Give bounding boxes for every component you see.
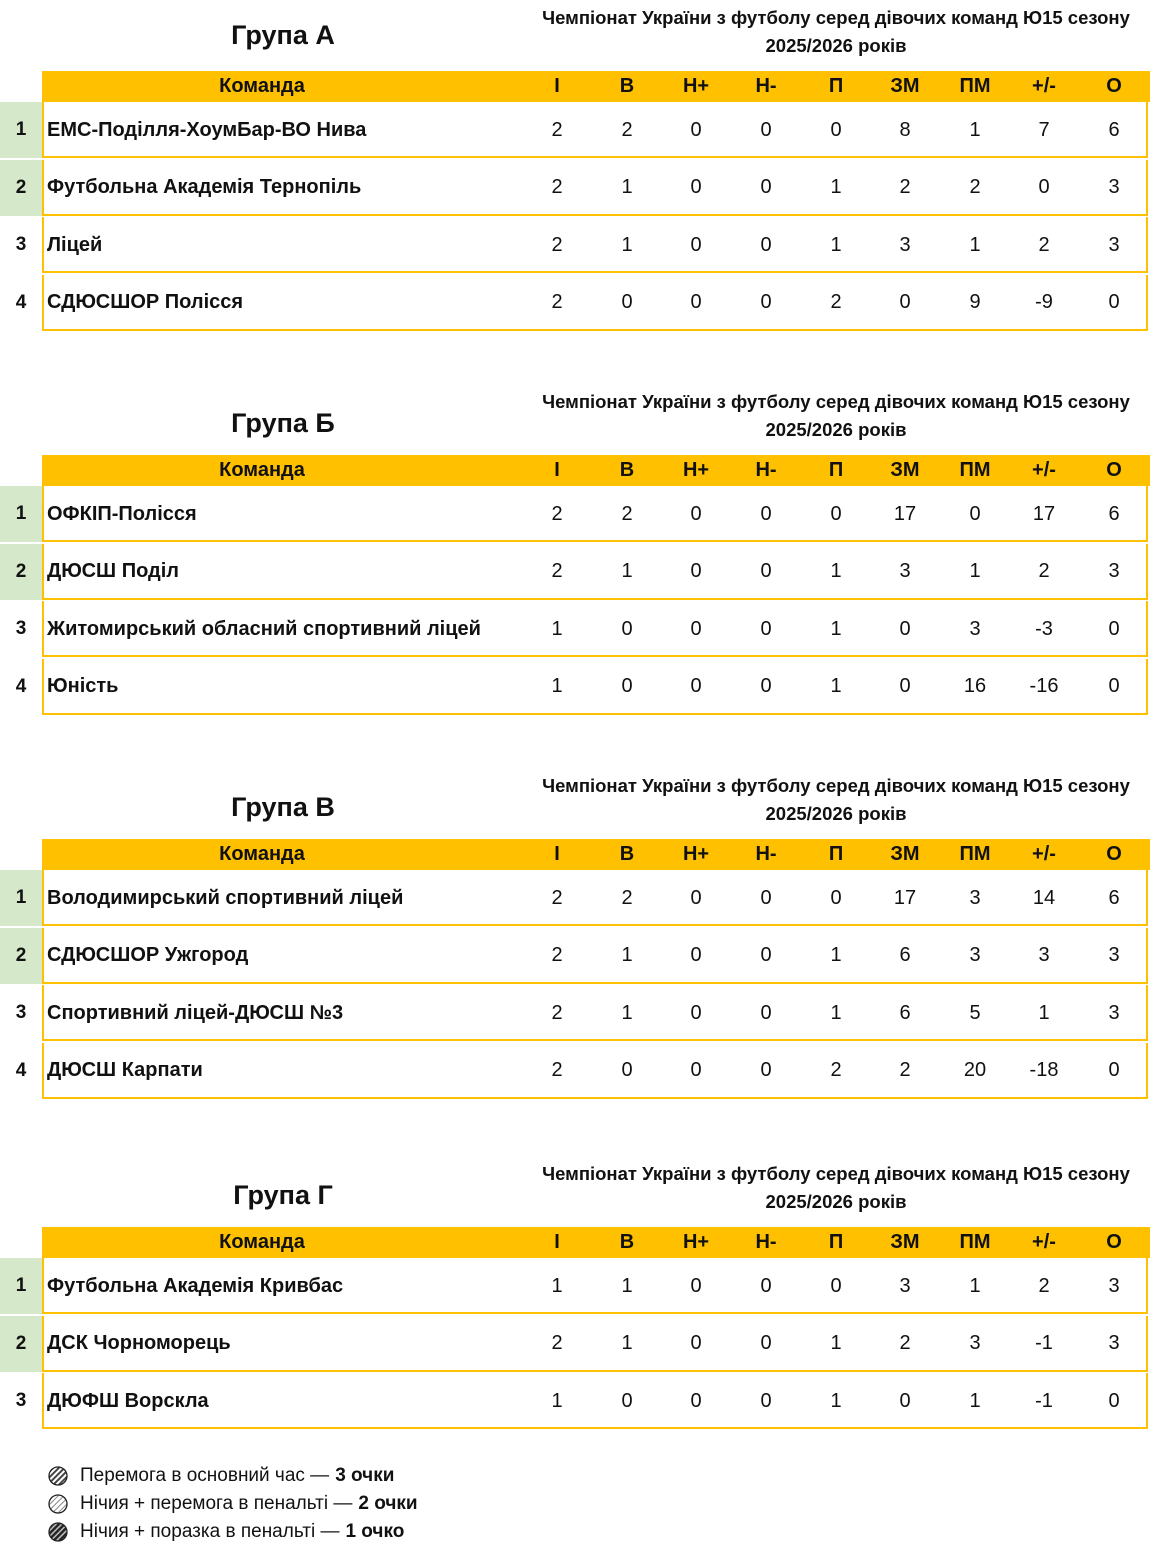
legend-item [48, 1462, 418, 1490]
rank-cell: 3 [15, 234, 27, 255]
stat-cell: 3 [969, 944, 981, 966]
group-table [0, 768, 1150, 1100]
stat-cell: -16 [1029, 675, 1059, 697]
column-header: В [619, 459, 635, 481]
column-header: ЗМ [890, 75, 920, 97]
legend-text: Нічия + поразка в пенальті — [80, 1521, 340, 1542]
legend-item [48, 1490, 418, 1518]
table-row [0, 486, 1150, 543]
stat-cell: 1 [830, 560, 842, 582]
stat-cell: 0 [760, 1332, 772, 1354]
group-caption: Чемпіонат України з футболу серед дівочих команд Ю15 сезону 2025/2026 років [542, 1163, 1130, 1212]
light-hatched-circle-icon [48, 1494, 68, 1514]
column-header: Н- [755, 459, 777, 481]
table-header [42, 839, 1150, 870]
stat-cell: 2 [551, 1001, 563, 1024]
rank-cell: 3 [15, 618, 27, 639]
stat-cell: 1 [969, 560, 981, 582]
stat-cell: 2 [551, 1059, 563, 1081]
column-header: В [619, 1231, 635, 1253]
column-header: І [554, 843, 560, 865]
stat-cell: 1 [969, 1389, 981, 1412]
legend-text: Нічия + перемога в пенальті — [80, 1493, 353, 1514]
stat-cell: 3 [1108, 560, 1120, 582]
stat-cell: 0 [760, 1389, 772, 1412]
stat-cell: 6 [899, 1001, 911, 1024]
column-header: Н+ [682, 843, 710, 865]
column-header: О [1106, 1231, 1122, 1253]
group-title: Група А [231, 20, 335, 50]
table-row [0, 217, 1150, 274]
stat-cell: 0 [760, 291, 772, 313]
stat-cell: 1 [551, 617, 563, 640]
stat-cell: 1 [551, 1389, 563, 1412]
column-header: В [619, 843, 635, 865]
stat-cell: 0 [621, 1059, 633, 1081]
legend-item [48, 1518, 418, 1546]
column-header: ПМ [959, 843, 991, 865]
stat-cell: 17 [1032, 502, 1056, 525]
rank-cell: 4 [15, 1059, 27, 1081]
rank-cell: 4 [15, 291, 27, 313]
column-header: І [554, 1231, 560, 1253]
stat-cell: 1 [830, 233, 842, 256]
stat-cell: 1 [830, 944, 842, 966]
stat-cell: 0 [760, 1274, 772, 1297]
column-header: П [828, 75, 844, 97]
stat-cell: 9 [969, 291, 981, 313]
stat-cell: 1 [830, 1332, 842, 1354]
stat-cell: 0 [690, 233, 702, 256]
stat-cell: 1 [621, 1001, 633, 1024]
stat-cell: 3 [899, 233, 911, 256]
stat-cell: 3 [1108, 1001, 1120, 1024]
stat-cell: 0 [621, 617, 633, 640]
stat-cell: 1 [969, 233, 981, 256]
stat-cell: 0 [690, 291, 702, 313]
stat-cell: -3 [1035, 617, 1053, 640]
stat-cell: 3 [1108, 1332, 1120, 1354]
team-name: ДЮСШ Карпати [47, 1059, 203, 1081]
stat-cell: 0 [690, 675, 702, 697]
group-table [0, 1156, 1150, 1431]
stat-cell: 20 [963, 1059, 987, 1081]
column-header: І [554, 459, 560, 481]
stat-cell: 0 [830, 1274, 842, 1297]
group-caption: Чемпіонат України з футболу серед дівочих команд Ю15 сезону 2025/2026 років [542, 391, 1130, 440]
stat-cell: 0 [1108, 675, 1120, 697]
stat-cell: 2 [551, 944, 563, 966]
column-header: ЗМ [890, 843, 920, 865]
stat-cell: 2 [551, 233, 563, 256]
stat-cell: 2 [830, 1059, 842, 1081]
column-header: Команда [219, 843, 305, 865]
stat-cell: 0 [899, 1389, 911, 1412]
hatched-circle-icon [48, 1466, 68, 1486]
stat-cell: 0 [621, 291, 633, 313]
rank-cell: 4 [15, 675, 27, 697]
column-header: О [1106, 459, 1122, 481]
stat-cell: 0 [760, 502, 772, 525]
group-table [0, 0, 1150, 332]
stat-cell: 1 [621, 944, 633, 966]
stat-cell: 2 [551, 560, 563, 582]
table-row [0, 928, 1150, 985]
group-caption: Чемпіонат України з футболу серед дівочих команд Ю15 сезону 2025/2026 років [542, 7, 1130, 56]
stat-cell: 1 [551, 1274, 563, 1297]
stat-cell: 0 [760, 886, 772, 909]
table-row [0, 160, 1150, 217]
stat-cell: 0 [690, 1389, 702, 1412]
group-title: Група Б [231, 408, 335, 438]
stat-cell: 1 [830, 617, 842, 640]
stat-cell: 1 [969, 118, 981, 141]
group-title: Група Г [233, 1180, 333, 1210]
stat-cell: 0 [690, 502, 702, 525]
stat-cell: 0 [899, 291, 911, 313]
stat-cell: 1 [621, 560, 633, 582]
stat-cell: 2 [621, 118, 633, 141]
team-name: СДЮСШОР Полісся [47, 291, 244, 313]
stat-cell: 0 [899, 675, 911, 697]
table-row [0, 102, 1150, 159]
column-header: П [828, 843, 844, 865]
stat-cell: 0 [830, 502, 842, 525]
stat-cell: 0 [1108, 291, 1120, 313]
stat-cell: 0 [1038, 176, 1050, 198]
stat-cell: 3 [1108, 233, 1120, 256]
stat-cell: 0 [690, 1274, 702, 1297]
stat-cell: 14 [1032, 886, 1056, 909]
stat-cell: 0 [760, 675, 772, 697]
table-row [0, 1316, 1150, 1373]
stat-cell: 5 [969, 1001, 981, 1024]
stat-cell: 3 [969, 886, 981, 909]
column-header: ПМ [959, 75, 991, 97]
stat-cell: 2 [551, 502, 563, 525]
column-header: П [828, 1231, 844, 1253]
rank-cell: 2 [0, 544, 42, 600]
rank-cell: 1 [0, 102, 42, 158]
stat-cell: 0 [760, 944, 772, 966]
stat-cell: 3 [969, 617, 981, 640]
stat-cell: 3 [899, 560, 911, 582]
stat-cell: 6 [899, 944, 911, 966]
stat-cell: 0 [760, 560, 772, 582]
stat-cell: 2 [551, 886, 563, 909]
stat-cell: 0 [690, 617, 702, 640]
table-row [0, 1043, 1150, 1100]
column-header: Н+ [682, 75, 710, 97]
column-header: Н+ [682, 1231, 710, 1253]
team-name: ЕМС-Поділля-ХоумБар-ВО Нива [47, 118, 367, 141]
stat-cell: 2 [621, 502, 633, 525]
stat-cell: 2 [1038, 1274, 1050, 1297]
stat-cell: 1 [830, 675, 842, 697]
column-header: +/- [1032, 843, 1056, 865]
column-header: Н- [755, 843, 777, 865]
table-header [42, 71, 1150, 102]
stat-cell: 0 [1108, 1389, 1120, 1412]
stat-cell: 0 [1108, 1059, 1120, 1081]
stat-cell: 2 [899, 176, 911, 198]
table-header [42, 1227, 1150, 1258]
stat-cell: 1 [621, 1274, 633, 1297]
stat-cell: 0 [830, 118, 842, 141]
stat-cell: 2 [830, 291, 842, 313]
column-header: +/- [1032, 1231, 1056, 1253]
table-row [0, 601, 1150, 658]
stat-cell: 0 [690, 1059, 702, 1081]
column-header: Н- [755, 75, 777, 97]
column-header: Команда [219, 1231, 305, 1253]
team-name: Житомирський обласний спортивний ліцей [47, 617, 481, 640]
legend-points: 2 очки [358, 1493, 418, 1514]
column-header: І [554, 75, 560, 97]
column-header: Н- [755, 1231, 777, 1253]
stat-cell: 2 [621, 886, 633, 909]
team-name: Футбольна Академія Тернопіль [47, 176, 362, 198]
column-header: ЗМ [890, 459, 920, 481]
stat-cell: 6 [1108, 886, 1120, 909]
column-header: В [619, 75, 635, 97]
column-header: О [1106, 75, 1122, 97]
team-name: ДСК Чорноморець [47, 1332, 231, 1354]
team-name: Ліцей [47, 233, 103, 256]
stat-cell: 2 [551, 1332, 563, 1354]
stat-cell: 1 [621, 176, 633, 198]
rank-cell: 2 [0, 928, 42, 984]
table-row [0, 1373, 1150, 1430]
stat-cell: 17 [893, 502, 917, 525]
group-caption: Чемпіонат України з футболу серед дівочих команд Ю15 сезону 2025/2026 років [542, 775, 1130, 824]
stat-cell: 17 [893, 886, 917, 909]
stat-cell: 0 [830, 886, 842, 909]
column-header: Команда [219, 459, 305, 481]
column-header: +/- [1032, 75, 1056, 97]
stat-cell: 3 [1108, 944, 1120, 966]
team-name: СДЮСШОР Ужгород [47, 944, 249, 966]
stat-cell: 1 [830, 176, 842, 198]
stat-cell: 1 [621, 233, 633, 256]
legend-points: 3 очки [335, 1465, 395, 1486]
stat-cell: 2 [1038, 233, 1050, 256]
stat-cell: 0 [760, 1059, 772, 1081]
stat-cell: 3 [899, 1274, 911, 1297]
stat-cell: 0 [621, 675, 633, 697]
stat-cell: -9 [1035, 291, 1053, 313]
team-name: ДЮФШ Ворскла [47, 1389, 209, 1412]
stat-cell: 0 [690, 118, 702, 141]
table-row [0, 275, 1150, 332]
table-row [0, 659, 1150, 716]
stat-cell: 2 [899, 1332, 911, 1354]
team-name: Футбольна Академія Кривбас [47, 1274, 344, 1297]
stat-cell: 2 [551, 176, 563, 198]
stat-cell: 8 [899, 118, 911, 141]
dark-hatched-circle-icon [48, 1522, 68, 1542]
rank-cell: 2 [0, 160, 42, 216]
team-name: ОФКІП-Полісся [47, 502, 197, 525]
stat-cell: 16 [963, 675, 987, 697]
stat-cell: -1 [1035, 1389, 1053, 1412]
stat-cell: 2 [899, 1059, 911, 1081]
stat-cell: 0 [969, 502, 981, 525]
team-name: Юність [47, 675, 119, 697]
group-title: Група В [231, 792, 335, 822]
rank-cell: 1 [0, 1258, 42, 1314]
column-header: Команда [219, 75, 305, 97]
stat-cell: -1 [1035, 1332, 1053, 1354]
stat-cell: 7 [1038, 118, 1050, 141]
stat-cell: 3 [969, 1332, 981, 1354]
stat-cell: 1 [830, 1001, 842, 1024]
team-name: Спортивний ліцей-ДЮСШ №3 [47, 1001, 344, 1024]
column-header: ЗМ [890, 1231, 920, 1253]
stat-cell: 1 [1038, 1001, 1050, 1024]
table-row [0, 544, 1150, 601]
stat-cell: 0 [760, 118, 772, 141]
group-table [0, 384, 1150, 716]
table-row [0, 870, 1150, 927]
team-name: ДЮСШ Поділ [47, 560, 179, 582]
table-row [0, 1258, 1150, 1315]
column-header: Н+ [682, 459, 710, 481]
stat-cell: 6 [1108, 502, 1120, 525]
legend-text: Перемога в основний час — [80, 1465, 330, 1486]
rank-cell: 1 [0, 870, 42, 926]
stat-cell: 2 [1038, 560, 1050, 582]
stat-cell: 6 [1108, 118, 1120, 141]
stat-cell: 1 [621, 1332, 633, 1354]
stat-cell: 0 [1108, 617, 1120, 640]
stat-cell: 0 [760, 617, 772, 640]
stat-cell: 1 [969, 1274, 981, 1297]
table-header [42, 455, 1150, 486]
stat-cell: 0 [690, 886, 702, 909]
stat-cell: 2 [969, 176, 981, 198]
rank-cell: 1 [0, 486, 42, 542]
stat-cell: 2 [551, 118, 563, 141]
column-header: О [1106, 843, 1122, 865]
stat-cell: 0 [690, 944, 702, 966]
stat-cell: 1 [551, 675, 563, 697]
stat-cell: 0 [760, 1001, 772, 1024]
rank-cell: 3 [15, 1002, 27, 1023]
rank-cell: 3 [15, 1390, 27, 1411]
column-header: ПМ [959, 1231, 991, 1253]
stat-cell: 0 [690, 1001, 702, 1024]
stat-cell: 3 [1108, 176, 1120, 198]
stat-cell: 3 [1038, 944, 1050, 966]
stat-cell: 2 [551, 291, 563, 313]
stat-cell: 0 [690, 1332, 702, 1354]
column-header: ПМ [959, 459, 991, 481]
rank-cell: 2 [0, 1316, 42, 1372]
legend [48, 1462, 418, 1546]
stat-cell: -18 [1029, 1059, 1059, 1081]
stat-cell: 0 [621, 1389, 633, 1412]
stat-cell: 0 [899, 617, 911, 640]
stat-cell: 0 [760, 233, 772, 256]
team-name: Володимирський спортивний ліцей [47, 886, 404, 909]
stat-cell: 3 [1108, 1274, 1120, 1297]
table-row [0, 985, 1150, 1042]
legend-points: 1 очко [345, 1521, 405, 1542]
stat-cell: 0 [690, 560, 702, 582]
column-header: П [828, 459, 844, 481]
stat-cell: 1 [830, 1389, 842, 1412]
stat-cell: 0 [760, 176, 772, 198]
column-header: +/- [1032, 459, 1056, 481]
stat-cell: 0 [690, 176, 702, 198]
